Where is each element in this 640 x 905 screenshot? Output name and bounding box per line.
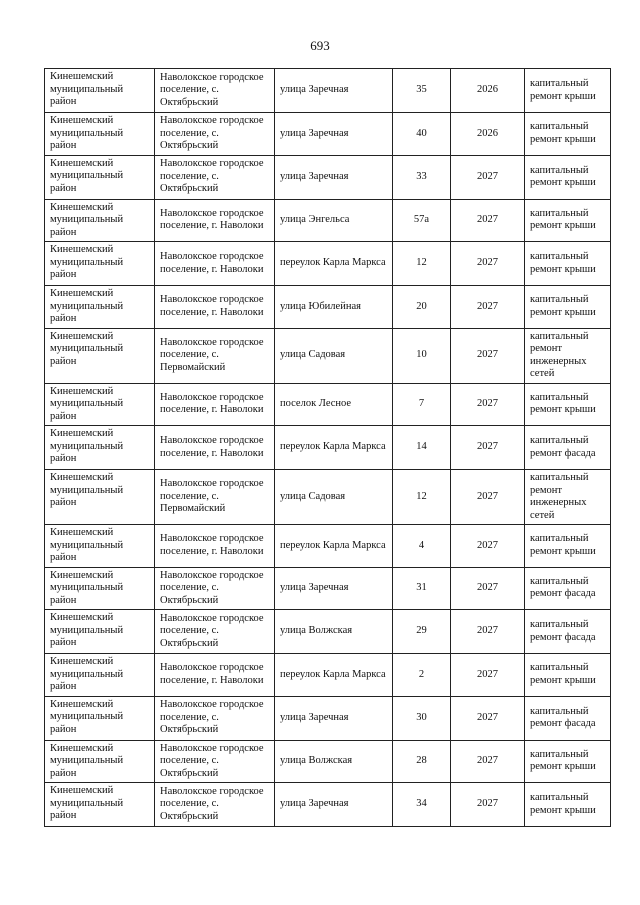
- settlement-cell: Наволокское городское поселение, г. Наволоки: [155, 286, 275, 329]
- table-row: [45, 426, 611, 470]
- settlement-cell: Наволокское городское поселение, с. Октябрьский: [155, 696, 275, 740]
- house-number-cell: 30: [393, 696, 451, 740]
- table-row: [45, 696, 611, 740]
- district-cell: Кинешемский муниципальный район: [45, 383, 155, 426]
- street-cell: улица Садовая: [275, 470, 393, 525]
- house-number-cell: 34: [393, 783, 451, 827]
- year-cell: 2027: [451, 567, 525, 610]
- table-row: [45, 69, 611, 113]
- year-cell: 2027: [451, 783, 525, 827]
- table-body: [45, 69, 611, 827]
- work-type-cell: капитальный ремонт инженерных сетей: [525, 328, 611, 383]
- district-cell: Кинешемский муниципальный район: [45, 113, 155, 156]
- year-cell: 2027: [451, 470, 525, 525]
- house-number-cell: 4: [393, 525, 451, 568]
- settlement-cell: Наволокское городское поселение, с. Октябрьский: [155, 155, 275, 199]
- table-row: [45, 328, 611, 383]
- district-cell: Кинешемский муниципальный район: [45, 155, 155, 199]
- house-number-cell: 20: [393, 286, 451, 329]
- table-row: [45, 567, 611, 610]
- street-cell: улица Энгельса: [275, 199, 393, 242]
- year-cell: 2027: [451, 383, 525, 426]
- work-type-cell: капитальный ремонт крыши: [525, 525, 611, 568]
- house-number-cell: 14: [393, 426, 451, 470]
- table-row: [45, 286, 611, 329]
- street-cell: улица Заречная: [275, 113, 393, 156]
- year-cell: 2027: [451, 242, 525, 286]
- street-cell: переулок Карла Маркса: [275, 654, 393, 697]
- district-cell: Кинешемский муниципальный район: [45, 69, 155, 113]
- settlement-cell: Наволокское городское поселение, с. Октябрьский: [155, 610, 275, 654]
- street-cell: улица Заречная: [275, 783, 393, 827]
- year-cell: 2027: [451, 654, 525, 697]
- table-row: [45, 610, 611, 654]
- work-type-cell: капитальный ремонт инженерных сетей: [525, 470, 611, 525]
- work-type-cell: капитальный ремонт крыши: [525, 113, 611, 156]
- settlement-cell: Наволокское городское поселение, с. Первомайский: [155, 328, 275, 383]
- table-row: [45, 113, 611, 156]
- table-row: [45, 525, 611, 568]
- street-cell: улица Волжская: [275, 740, 393, 783]
- district-cell: Кинешемский муниципальный район: [45, 426, 155, 470]
- settlement-cell: Наволокское городское поселение, г. Наволоки: [155, 654, 275, 697]
- work-type-cell: капитальный ремонт фасада: [525, 567, 611, 610]
- settlement-cell: Наволокское городское поселение, г. Наволоки: [155, 426, 275, 470]
- work-type-cell: капитальный ремонт крыши: [525, 242, 611, 286]
- table-row: [45, 740, 611, 783]
- district-cell: Кинешемский муниципальный район: [45, 286, 155, 329]
- house-number-cell: 57а: [393, 199, 451, 242]
- year-cell: 2026: [451, 69, 525, 113]
- district-cell: Кинешемский муниципальный район: [45, 610, 155, 654]
- settlement-cell: Наволокское городское поселение, г. Наволоки: [155, 242, 275, 286]
- house-number-cell: 2: [393, 654, 451, 697]
- year-cell: 2027: [451, 610, 525, 654]
- table-row: [45, 654, 611, 697]
- district-cell: Кинешемский муниципальный район: [45, 470, 155, 525]
- year-cell: 2027: [451, 740, 525, 783]
- district-cell: Кинешемский муниципальный район: [45, 525, 155, 568]
- settlement-cell: Наволокское городское поселение, с. Октябрьский: [155, 113, 275, 156]
- district-cell: Кинешемский муниципальный район: [45, 242, 155, 286]
- year-cell: 2027: [451, 155, 525, 199]
- house-number-cell: 35: [393, 69, 451, 113]
- page-number: 693: [310, 38, 330, 53]
- work-type-cell: капитальный ремонт крыши: [525, 654, 611, 697]
- settlement-cell: Наволокское городское поселение, с. Октябрьский: [155, 69, 275, 113]
- street-cell: улица Садовая: [275, 328, 393, 383]
- district-cell: Кинешемский муниципальный район: [45, 783, 155, 827]
- work-type-cell: капитальный ремонт фасада: [525, 610, 611, 654]
- table-row: [45, 383, 611, 426]
- house-number-cell: 7: [393, 383, 451, 426]
- year-cell: 2027: [451, 328, 525, 383]
- district-cell: Кинешемский муниципальный район: [45, 328, 155, 383]
- house-number-cell: 10: [393, 328, 451, 383]
- year-cell: 2027: [451, 199, 525, 242]
- house-number-cell: 40: [393, 113, 451, 156]
- table-row: [45, 783, 611, 827]
- table-row: [45, 242, 611, 286]
- settlement-cell: Наволокское городское поселение, с. Октябрьский: [155, 740, 275, 783]
- district-cell: Кинешемский муниципальный район: [45, 740, 155, 783]
- street-cell: переулок Карла Маркса: [275, 426, 393, 470]
- work-type-cell: капитальный ремонт крыши: [525, 155, 611, 199]
- settlement-cell: Наволокское городское поселение, с. Октябрьский: [155, 567, 275, 610]
- table-row: [45, 155, 611, 199]
- year-cell: 2026: [451, 113, 525, 156]
- street-cell: переулок Карла Маркса: [275, 242, 393, 286]
- work-type-cell: капитальный ремонт крыши: [525, 783, 611, 827]
- repair-schedule-table: [44, 68, 611, 827]
- work-type-cell: капитальный ремонт крыши: [525, 69, 611, 113]
- year-cell: 2027: [451, 426, 525, 470]
- settlement-cell: Наволокское городское поселение, г. Наволоки: [155, 383, 275, 426]
- work-type-cell: капитальный ремонт крыши: [525, 740, 611, 783]
- house-number-cell: 12: [393, 470, 451, 525]
- work-type-cell: капитальный ремонт крыши: [525, 199, 611, 242]
- house-number-cell: 12: [393, 242, 451, 286]
- settlement-cell: Наволокское городское поселение, г. Наволоки: [155, 525, 275, 568]
- street-cell: переулок Карла Маркса: [275, 525, 393, 568]
- street-cell: улица Заречная: [275, 696, 393, 740]
- year-cell: 2027: [451, 525, 525, 568]
- year-cell: 2027: [451, 696, 525, 740]
- house-number-cell: 29: [393, 610, 451, 654]
- work-type-cell: капитальный ремонт крыши: [525, 286, 611, 329]
- district-cell: Кинешемский муниципальный район: [45, 654, 155, 697]
- house-number-cell: 28: [393, 740, 451, 783]
- street-cell: улица Заречная: [275, 567, 393, 610]
- table-row: [45, 470, 611, 525]
- street-cell: улица Волжская: [275, 610, 393, 654]
- house-number-cell: 33: [393, 155, 451, 199]
- settlement-cell: Наволокское городское поселение, с. Октябрьский: [155, 783, 275, 827]
- settlement-cell: Наволокское городское поселение, г. Наволоки: [155, 199, 275, 242]
- work-type-cell: капитальный ремонт фасада: [525, 426, 611, 470]
- street-cell: улица Заречная: [275, 155, 393, 199]
- year-cell: 2027: [451, 286, 525, 329]
- table-row: [45, 199, 611, 242]
- district-cell: Кинешемский муниципальный район: [45, 567, 155, 610]
- street-cell: поселок Лесное: [275, 383, 393, 426]
- street-cell: улица Юбилейная: [275, 286, 393, 329]
- settlement-cell: Наволокское городское поселение, с. Первомайский: [155, 470, 275, 525]
- street-cell: улица Заречная: [275, 69, 393, 113]
- work-type-cell: капитальный ремонт фасада: [525, 696, 611, 740]
- district-cell: Кинешемский муниципальный район: [45, 199, 155, 242]
- work-type-cell: капитальный ремонт крыши: [525, 383, 611, 426]
- district-cell: Кинешемский муниципальный район: [45, 696, 155, 740]
- house-number-cell: 31: [393, 567, 451, 610]
